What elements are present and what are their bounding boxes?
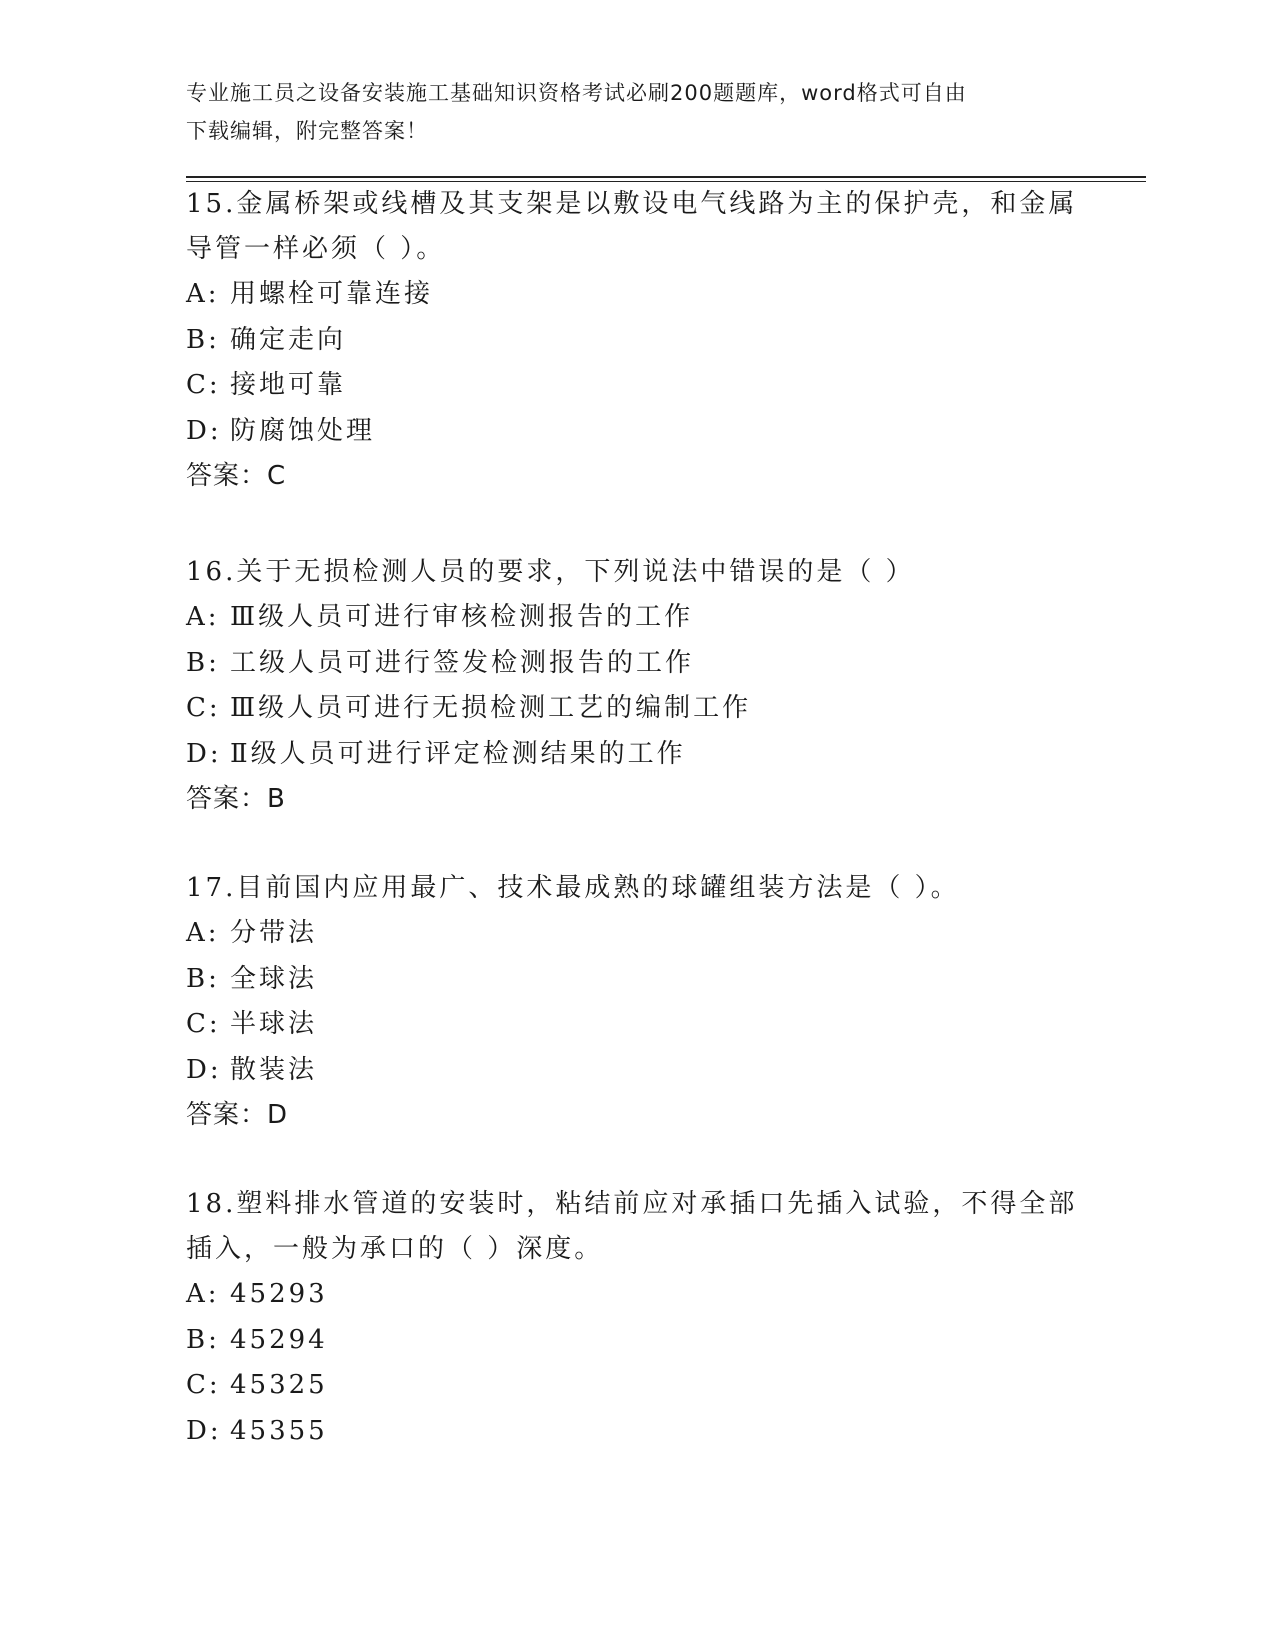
question-18 bbox=[186, 1182, 1086, 1454]
option-key: C: bbox=[186, 1370, 221, 1400]
option-b bbox=[186, 318, 1086, 364]
option-text: 45294 bbox=[230, 1324, 328, 1355]
question-17 bbox=[186, 866, 1086, 1138]
answer-value: D bbox=[267, 1100, 289, 1130]
option-key: B: bbox=[186, 647, 220, 678]
question-stem bbox=[186, 182, 1086, 227]
option-text: 工级人员可进行签发检测报告的工作 bbox=[230, 647, 695, 678]
option-text: Ⅲ级人员可进行无损检测工艺的编制工作 bbox=[230, 693, 752, 723]
header-title-line-1: 专业施工员之设备安装施工基础知识资格考试必刷200题题库，word格式可自由 bbox=[186, 81, 967, 105]
answer bbox=[186, 777, 1086, 822]
question-text-continued: 插入，一般为承口的（ ）深度。 bbox=[186, 1234, 604, 1264]
option-b bbox=[186, 641, 1086, 687]
option-key: A: bbox=[186, 918, 220, 948]
option-text: Ⅱ级人员可进行评定检测结果的工作 bbox=[230, 738, 686, 769]
question-text: 关于无损检测人员的要求，下列说法中错误的是（ ） bbox=[236, 557, 915, 587]
question-text: 金属桥架或线槽及其支架是以敷设电气线路为主的保护壳，和金属 bbox=[236, 189, 1078, 219]
question-15 bbox=[186, 182, 1086, 499]
option-key: A: bbox=[186, 1279, 220, 1309]
option-key: C: bbox=[186, 1009, 221, 1039]
option-a bbox=[186, 272, 1086, 318]
option-b bbox=[186, 1318, 1086, 1364]
answer-value: C bbox=[267, 461, 287, 491]
answer bbox=[186, 454, 1086, 499]
option-text: 全球法 bbox=[230, 963, 318, 994]
question-number: 17. bbox=[186, 873, 237, 903]
header-title-line-2: 下载编辑，附完整答案！ bbox=[186, 119, 428, 143]
option-text: 45355 bbox=[230, 1415, 328, 1446]
option-c bbox=[186, 1002, 1086, 1048]
option-text: 分带法 bbox=[230, 918, 318, 948]
option-text: 45293 bbox=[230, 1279, 328, 1309]
option-a bbox=[186, 911, 1086, 957]
option-text: 45325 bbox=[230, 1370, 328, 1400]
answer-label: 答案： bbox=[186, 784, 268, 814]
answer bbox=[186, 1093, 1086, 1138]
option-text: 散装法 bbox=[230, 1054, 318, 1085]
option-b bbox=[186, 957, 1086, 1003]
question-stem bbox=[186, 1182, 1086, 1227]
option-c bbox=[186, 686, 1086, 732]
option-text: 半球法 bbox=[230, 1009, 318, 1039]
option-d bbox=[186, 732, 1086, 778]
option-key: D: bbox=[186, 1415, 222, 1446]
option-a bbox=[186, 1272, 1086, 1318]
answer-value: B bbox=[267, 784, 286, 814]
question-text-continued: 导管一样必须（ ）。 bbox=[186, 234, 446, 264]
option-a bbox=[186, 595, 1086, 641]
question-text: 塑料排水管道的安装时，粘结前应对承插口先插入试验，不得全部 bbox=[236, 1189, 1078, 1219]
document-header bbox=[186, 74, 1086, 150]
option-key: C: bbox=[186, 693, 221, 723]
option-key: B: bbox=[186, 324, 220, 355]
option-key: A: bbox=[186, 279, 220, 309]
question-stem bbox=[186, 866, 1086, 911]
option-key: C: bbox=[186, 370, 221, 400]
option-key: D: bbox=[186, 415, 222, 446]
question-text: 目前国内应用最广、技术最成熟的球罐组装方法是（ ）。 bbox=[236, 873, 960, 903]
question-number: 16. bbox=[186, 557, 237, 587]
option-c bbox=[186, 363, 1086, 409]
option-key: B: bbox=[186, 963, 220, 994]
option-c bbox=[186, 1363, 1086, 1409]
option-text: 防腐蚀处理 bbox=[230, 415, 376, 446]
option-text: Ⅲ级人员可进行审核检测报告的工作 bbox=[230, 602, 694, 632]
option-text: 用螺栓可靠连接 bbox=[230, 279, 434, 309]
option-d bbox=[186, 409, 1086, 455]
option-key: A: bbox=[186, 602, 220, 632]
option-d bbox=[186, 1048, 1086, 1094]
option-d bbox=[186, 1409, 1086, 1455]
answer-label: 答案： bbox=[186, 461, 268, 491]
option-key: D: bbox=[186, 1054, 222, 1085]
question-stem bbox=[186, 550, 1086, 595]
option-key: B: bbox=[186, 1324, 220, 1355]
question-number: 18. bbox=[186, 1189, 237, 1219]
question-16 bbox=[186, 550, 1086, 822]
option-text: 接地可靠 bbox=[230, 370, 347, 400]
option-key: D: bbox=[186, 738, 222, 769]
question-number: 15. bbox=[186, 189, 237, 219]
option-text: 确定走向 bbox=[230, 324, 347, 355]
answer-label: 答案： bbox=[186, 1100, 268, 1130]
